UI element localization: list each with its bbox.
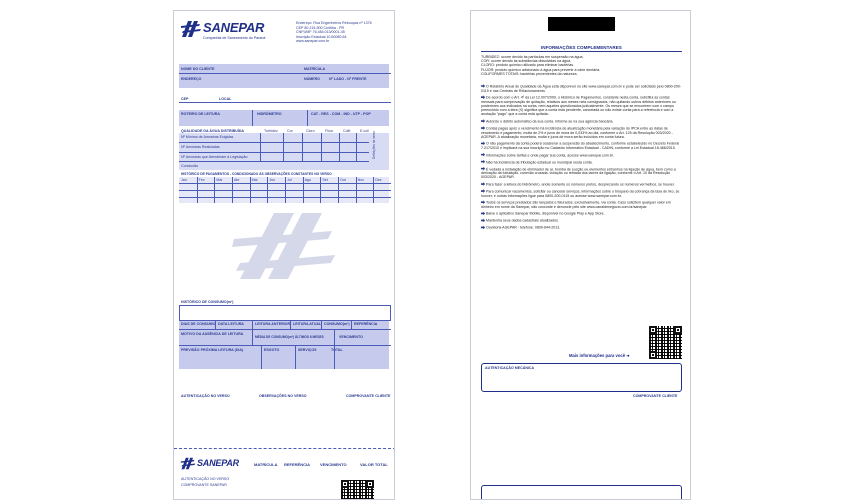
sanepar-watermark-icon [232, 211, 337, 281]
consumption-m3-label: CONSUMO(m³) [324, 322, 350, 326]
bottom-auth-box [481, 485, 682, 500]
address-line-2: CEP 80.215-900 Curitiba - PR [296, 25, 345, 30]
info-item [481, 141, 681, 150]
q-col-ecoli: E.coli [360, 128, 369, 133]
info-item [481, 153, 681, 158]
sewage-label: ESGOTO [264, 348, 280, 352]
definition-coliformes: COLIFORMES TOTAIS: bactérias provenientes da natureza. [481, 71, 578, 76]
bill-front-page [173, 10, 395, 500]
q-row-samples-done: Nº Amostras Realizadas [181, 145, 220, 149]
info-item [481, 167, 681, 180]
reading-route-label: ROTEIRO DE LEITURA [181, 112, 220, 116]
info-item-text: Ouvidoria AGEPAR - telefone: 0800-644-2013. [486, 225, 561, 230]
q-col-cloro: Cloro [306, 128, 315, 133]
client-receipt-label: COMPROVANTE CLIENTE [346, 394, 391, 398]
info-item-text: Baixe o aplicativo Sanepar Mobile, disponível no Google Play e App Store. [486, 211, 605, 216]
consumption-history-label: HISTÓRICO DE CONSUMO(m³) [181, 300, 234, 304]
info-item [481, 126, 681, 139]
definition-cor: COR: ocorre devido às substâncias dissolvidas na água. [481, 59, 572, 64]
payment-month-2: Mar [216, 178, 223, 182]
address-line-4: Inscrição Estadual 10.60080-64 [296, 34, 347, 39]
total-label: TOTAL [331, 348, 343, 352]
q-col-fluor: Flúor [325, 128, 334, 133]
side-number-label: Nº LADO - Nº FRENTE [329, 77, 367, 81]
payment-month-5: Jun [269, 178, 276, 182]
stub-auth-label: AUTENTICAÇÃO NO VERSO [181, 477, 230, 481]
payment-month-6: Jul [287, 178, 292, 182]
registration-label: MATRÍCULA [304, 67, 326, 71]
definition-turbidez: TURBIDEZ: ocorre devido às partículas em suspensão na água. [481, 55, 584, 59]
info-item-text: Autorize o débito automático da sua conta. Informe-se na sua agência bancária. [486, 119, 614, 124]
info-item [481, 211, 681, 216]
q-side-note: Definições no verso [372, 131, 376, 159]
info-qr-code-icon [649, 326, 682, 359]
due-date-label: VENCIMENTO [339, 335, 363, 339]
payment-month-9: Out [340, 178, 346, 182]
prev-reading-label: LEITURA ANTERIOR [255, 322, 291, 326]
arrow-bullet-icon [481, 126, 485, 130]
info-item [481, 119, 681, 124]
water-quality-label: QUALIDADE DA ÁGUA DISTRIBUÍDA [181, 128, 245, 133]
arrow-bullet-icon [481, 95, 485, 99]
stub-total-value: VALOR TOTAL [360, 462, 388, 467]
info-item-text: É vedada a instalação de eliminador de ar, bomba de sucção ou elementos estranhos na ligação de água, bem como a derivação da tubulação, conexão cruzada, violação ou retirada dos lacres da ligação, conforme o Art. 10 da Resolução 003/2020 - AGEPAR. [481, 167, 676, 180]
info-item-text: O não pagamento da conta poderá ocasionar a suspensão do abastecimento, conforme estabelecido no Decreto Federal 7.217/2010 e implicará na sua inscrição no Cadastro Informativo Estadual - CADIN, conforme a Lei Estadual 18.466/2015. [481, 141, 679, 151]
locality-label: LOCAL [219, 97, 232, 101]
info-item-text: Para comunicar vazamentos, solicitar ou cancelar serviços, informações sobre o bloqueio da cobrança da taxa de lixo, se houver, e outras informações ligue para 0800-200-0115 ou acesse www.sanepar.com.br. [481, 189, 680, 198]
q-conclusion-label: Conclusão [181, 164, 198, 168]
payment-month-10: Nov [357, 178, 365, 182]
stub-qr-code-icon [341, 480, 374, 500]
info-item-text: Não há incidência de tributação estadual ou municipal nesta conta. [486, 160, 593, 165]
payment-month-7: Ago [304, 178, 312, 182]
company-name: Companhia de Saneamento do Paraná [203, 36, 266, 40]
avg-consumption-label: MÉDIA DE CONSUMO(m³) ÚLTIMOS 6 MESES [255, 335, 324, 339]
consumption-chart-box [179, 305, 391, 321]
info-item [481, 189, 681, 198]
info-item-text: De acordo com o Art. 4º da Lei 12.007/2009, o Histórico de Pagamentos, constante nesta conta, substitui as contas mensais para comprovação de quitação, relativos aos meses nela consignados, não quitando outros débitos anteriores ou posteriores aos indicados na conta, nem aqueles questionados judicialmente. Os meses que se encontrem com o campo preenchido com a letra (X) significa que a conta está pendente, cancelada ou não existe conta para a referência e com a anotação "pago" que a conta está quitada. [481, 95, 676, 117]
q-col-turbidez: Turbidez [264, 128, 278, 133]
arrow-bullet-icon [481, 218, 485, 222]
address-label: ENDEREÇO [181, 77, 202, 81]
mechanical-auth-label: AUTENTICAÇÃO MECÂNICA [485, 366, 535, 370]
definition-fluor: FLÚOR: produto químico adicionado à água para prevenir a cárie dentária. [481, 67, 601, 72]
meter-label: HIDRÔMETRO [257, 112, 282, 116]
info-item [481, 160, 681, 165]
bill-back-page [470, 10, 691, 500]
arrow-bullet-icon [481, 160, 485, 164]
info-item [481, 95, 681, 116]
obs-back-label: OBSERVAÇÕES NO VERSO [259, 394, 307, 398]
q-row-min-samples: Nº Mínimo de Amostras Exigidas [181, 135, 234, 139]
payment-history-label: HISTÓRICO DE PAGAMENTOS - CONDICIONADO ÀS OBSERVAÇÕES CONSTANTES NO VERSO [181, 172, 332, 176]
stub-receipt-label: COMPROVANTE SANEPAR [181, 483, 227, 487]
services-label: SERVIÇOS [298, 348, 317, 352]
stub-reference: REFERÊNCIA [284, 462, 311, 467]
q-row-samples-ok: Nº Amostras que Atenderam à Legislação [181, 155, 248, 159]
payment-month-0: Jan [181, 178, 187, 182]
arrow-bullet-icon [481, 182, 485, 186]
address-line-5: www.sanepar.com.br [296, 39, 330, 43]
payment-month-3: Abr [234, 178, 240, 182]
consumption-days-label: DIAS DE CONSUMO [181, 322, 216, 326]
definitions-block [481, 55, 681, 76]
info-items-list [481, 84, 681, 232]
sanepar-logo-icon [180, 20, 202, 38]
arrow-bullet-icon [481, 153, 485, 157]
info-item [481, 182, 681, 187]
info-item-text: O Relatório Anual de Qualidade da Água está disponível no site www.sanepar.com.br e pode ser solicitado pelo 0800-200-0115 e nas Centrais de Relacionamento. [481, 84, 681, 93]
info-item-text: Para fazer a leitura do hidrômetro, anote somente os números pretos, desprezando os números vermelhos, se houver. [486, 182, 675, 187]
payment-month-1: Fev [198, 178, 205, 182]
info-item [481, 200, 681, 209]
definition-cloro: CLORO: produto químico utilizado para eliminar bactérias. [481, 63, 575, 68]
payment-month-4: Mai [251, 178, 258, 182]
current-reading-label: LEITURA ATUAL [293, 322, 322, 326]
arrow-bullet-icon [481, 119, 485, 123]
client-name-label: NOME DO CLIENTE [181, 67, 215, 71]
stub-brand-name: SANEPAR [197, 458, 239, 468]
auth-back-label: AUTENTICAÇÃO NO VERSO [181, 394, 230, 398]
number-label: NÚMERO [304, 77, 320, 81]
address-line-3: CNPJ/MF 76.484.013/0001-45 [296, 30, 345, 34]
info-item-text: Contas pagas após o vencimento há incidência de atualização monetária pela variação do IPCA entre as datas de vencimento e pagamento, multa de 2% e juros de mora de 0,033% ao dia, conforme o Art. 125 da Resolução 003/2020 - AGEPAR. A atualização monetária, multa e juros de mora serão incluídos em conta futura. [481, 126, 673, 139]
info-client-receipt-label: COMPROVANTE CLIENTE [633, 394, 678, 398]
info-item-text: Mantenha seus dados cadastrais atualizados. [486, 218, 559, 223]
info-title: INFORMAÇÕES COMPLEMENTARES [541, 45, 622, 50]
redacted-block [548, 17, 615, 31]
stub-registration: MATRÍCULA [254, 462, 278, 467]
brand-name: SANEPAR [203, 20, 265, 35]
q-col-cor: Cor [287, 128, 293, 133]
info-item [481, 218, 681, 223]
categories-label: CAT - RES - COM - IND - UTP - POP [311, 112, 371, 116]
reference-label: REFERÊNCIA [354, 322, 378, 326]
arrow-bullet-icon [481, 225, 485, 229]
no-reading-reason-label: MOTIVO DA AUSÊNCIA DE LEITURA [181, 332, 244, 336]
next-reading-label: PREVISÃO PRÓXIMA LEITURA (DIA) [181, 348, 244, 352]
mechanical-auth-box [481, 363, 682, 392]
arrow-bullet-icon [481, 84, 485, 88]
info-item [481, 84, 681, 93]
arrow-bullet-icon [481, 141, 485, 145]
arrow-bullet-icon [481, 200, 485, 204]
more-info-label: Mais informações para você ➜ [569, 353, 630, 358]
cep-label: CEP [181, 97, 189, 101]
info-item-text: Todos os serviços prestados são lançados e faturados, exclusivamente, via conta. Caso solicitem qualquer valor em dinheiro em nome da Sanepar, não concorde e denuncie pelo site www.canaldenegocio.com.br/sanepar. [481, 200, 671, 209]
reading-date-label: DATA LEITURA [218, 322, 244, 326]
info-item-text: Informações sobre tarifas e onde pagar sua conta, acesse www.sanepar.com.br. [486, 153, 614, 158]
arrow-bullet-icon [481, 211, 485, 215]
info-item [481, 225, 681, 230]
payment-month-8: Set [322, 178, 328, 182]
address-line-1: Endereço: Rua Engenheiros Rebouças nº 1376 [296, 21, 372, 25]
q-col-colif: Colif. [343, 128, 352, 133]
arrow-bullet-icon [481, 189, 485, 193]
stub-due-date: VENCIMENTO [320, 462, 347, 467]
arrow-bullet-icon [481, 167, 485, 171]
stub-logo-icon [180, 457, 196, 470]
payment-month-11: Dez [375, 178, 382, 182]
